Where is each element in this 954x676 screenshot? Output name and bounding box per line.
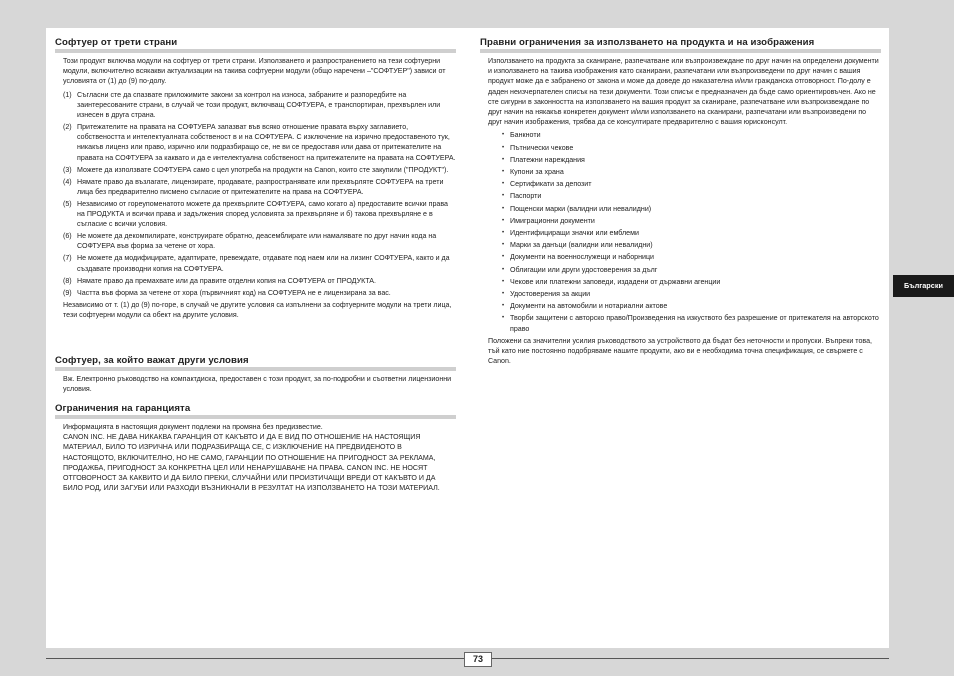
- restricted-documents-list: [488, 130, 881, 333]
- restricted-document-item: • Банкноти: [488, 130, 881, 140]
- condition-text: Не можете да модифицирате, адаптирате, превеждате, отдавате под наем или на лизинг СОФТУЕРА, както и да създавате производни копия на СОФТУЕРА.: [77, 254, 450, 273]
- section-text: Вж. Електронно ръководство на компактдиска, предоставен с този продукт, за по-подробни и съответни лицензионни условия.: [63, 375, 452, 394]
- condition-text: Частта във форма за четене от хора (първичният код) на СОФТУЕРА не е лицензирана за вас.: [77, 288, 391, 297]
- condition-number: (2): [63, 123, 72, 132]
- condition-item: [63, 253, 456, 273]
- page-number: 73: [464, 652, 492, 667]
- section-intro: Използването на продукта за сканиране, разпечатване или възпроизвеждане по друг начин на определени документи и използването на такива изображения като сканирани, разпечатани или възпроизведени по друг начин с вашия продукт може да е забранено от закона и може да доведе до наказателна и/или гражданска отговорност. По-долу е даден неизчерпателен списък на тези документи. Този списък е предназначен да бъде само ориентировъчен. Ако не сте сигурни в законността на използването на вашия продукт за сканиране, разпечатване или възпроизвеждане по друг начин на някакъв конкретен документ и/или използването на сканирани, разпечатани или възпроизведени по друг начин изображения, трябва да се консултирате предварително с вашия юрисконсулт.: [488, 57, 879, 127]
- section-title: Софтуер от трети страни: [55, 38, 456, 53]
- section-other-terms-software: [55, 356, 456, 394]
- restricted-document-item: • Купони за храна: [488, 167, 881, 177]
- section-outro: Положени са значителни усилия ръководството за устройството да бъдат без неточности и пропуски. Въпреки това, тъй като ние постоянно подобряваме нашите продукти, ако ви е необходима точна спецификация, се свържете с Canon.: [488, 336, 872, 366]
- warranty-notice: Информацията в настоящия документ подлежи на промяна без предизвестие.: [63, 423, 323, 431]
- section-third-party-software: [55, 38, 456, 320]
- restricted-document-item: • Пощенски марки (валидни или невалидни): [488, 204, 881, 214]
- condition-number: (1): [63, 90, 72, 99]
- restricted-document-item: • Сертификати за депозит: [488, 179, 881, 189]
- restricted-document-item: • Документи на автомобили и нотариални актове: [488, 301, 881, 311]
- condition-number: (8): [63, 276, 72, 285]
- warranty-disclaimer: CANON INC. НЕ ДАВА НИКАКВА ГАРАНЦИЯ ОТ КАКЪВТО И ДА Е ВИД ПО ОТНОШЕНИЕ НА НАСТОЯЩИЯ МАТЕРИАЛ, БИЛО ТО ИЗРИЧНА ИЛИ ПОДРАЗБИРАЩА СЕ, С ИЗКЛЮЧЕНИЕ НА ПРЕДВИДЕНОТО В НАСТОЯЩОТО, ВКЛЮЧИТЕЛНО, НО НЕ САМО, ГАРАНЦИИ ПО ОТНОШЕНИЕ НА ПРИГОДНОСТ ЗА РЕКЛАМА, ПРОДАЖБА, ПРИГОДНОСТ ЗА КОНКРЕТНА ЦЕЛ ИЛИ НЕНАРУШАВАНЕ НА ПРАВА. CANON INC. НЕ НОСЯТ ОТГОВОРНОСТ ЗА КАКВИТО И ДА БИЛО ПРЕКИ, СЛУЧАЙНИ ИЛИ ПРОИЗТИЧАЩИ ВРЕДИ ОТ КАКЪВТО И ДА БИЛО РОД, ИЛИ ЗАГУБИ ИЛИ РАЗХОДИ ВЪЗНИКНАЛИ В РЕЗУЛТАТ НА ИЗПОЛЗВАНЕТО НА ТОЗИ МАТЕРИАЛ.: [63, 433, 440, 493]
- section-title: Софтуер, за който важат други условия: [55, 356, 456, 371]
- condition-text: Не можете да декомпилирате, конструирате обратно, деасемблирате или намалявате по друг начин кода на СОФТУЕРА във форма за четене от хора.: [77, 232, 437, 251]
- language-tab: Български: [893, 275, 954, 297]
- restricted-document-item: • Имиграционни документи: [488, 216, 881, 226]
- condition-item: [63, 165, 456, 175]
- condition-item: [63, 199, 456, 230]
- restricted-document-item: • Творби защитени с авторско право/Произведения на изкуството без разрешение от притежателя на авторското право: [488, 313, 881, 333]
- conditions-list: [63, 90, 456, 298]
- condition-number: (6): [63, 232, 72, 241]
- condition-number: (7): [63, 254, 72, 263]
- restricted-document-item: • Паспорти: [488, 191, 881, 201]
- restricted-document-item: • Документи на военнослужещи и наборници: [488, 252, 881, 262]
- restricted-document-item: • Пътнически чекове: [488, 143, 881, 153]
- section-legal-restrictions: [480, 38, 881, 366]
- section-warranty-limitations: [55, 404, 456, 493]
- section-title: Правни ограничения за използването на продукта и на изображения: [480, 38, 881, 53]
- condition-number: (3): [63, 165, 72, 174]
- section-intro: Този продукт включва модули на софтуер от трети страни. Използването и разпространението на тези софтуерни модули, включително всякакви актуализации на такива софтуерни модули (общо наречени –"СОФТУЕР") зависи от условията от (1) до (9) по-долу.: [63, 57, 446, 86]
- condition-text: Притежателите на правата на СОФТУЕРА запазват във всяко отношение правата върху заглавието, собствеността и интелектуалната собственост в и на СОФТУЕРА. С изключение на изрично предоставеното тук, никакъв лиценз или право, изрично или подразбиращо се, не ви се предоставя или дава от притежателите на правата на СОФТУЕРА за каквато и да е интелектуална собственост на притежателите на правата на СОФТУЕРА.: [77, 123, 456, 162]
- restricted-document-item: • Идентифициращи значки или емблеми: [488, 228, 881, 238]
- restricted-document-item: • Удостоверения за акции: [488, 289, 881, 299]
- document-page: [46, 28, 889, 648]
- condition-item: [63, 231, 456, 251]
- condition-text: Независимо от гореупоменатото можете да прехвърлите СОФТУЕРА, само когато а) предоставите всички права на ПРОДУКТА и всички права и задължения според условията за прехвърляне и б) такова прехвърляне е в съгласие с всички условия.: [77, 199, 448, 229]
- restricted-document-item: • Чекове или платежни заповеди, издадени от държавни агенции: [488, 277, 881, 287]
- condition-text: Нямате право да възлагате, лицензирате, продавате, разпространявате или прехвърляте СОФТУЕРА на трети лица без предварително писмено съгласие от притежателите на права на СОФТУЕРА.: [77, 177, 444, 196]
- section-title: Ограничения на гаранцията: [55, 404, 456, 419]
- condition-item: [63, 90, 456, 121]
- condition-text: Нямате право да премахвате или да правите отделни копия на СОФТУЕРА от ПРОДУКТА.: [77, 276, 377, 285]
- restricted-document-item: • Платежни нареждания: [488, 155, 881, 165]
- condition-number: (4): [63, 177, 72, 186]
- condition-item: [63, 177, 456, 197]
- condition-item: [63, 288, 456, 298]
- condition-text: Можете да използвате СОФТУЕРА само с цел употреба на продукти на Canon, които сте закупили ("ПРОДУКТ").: [77, 165, 449, 174]
- restricted-document-item: • Марки за данъци (валидни или невалидни): [488, 240, 881, 250]
- condition-number: (5): [63, 199, 72, 208]
- condition-text: Съгласни сте да спазвате приложимите закони за контрол на износа, забраните и разпоредбите на заинтересованите страни, в случай че този продукт, включващ СОФТУЕРА, е транспортиран, прехвърлен или изнесен в друга страна.: [77, 90, 441, 120]
- restricted-document-item: • Облигации или други удостоверения за дълг: [488, 265, 881, 275]
- condition-item: [63, 276, 456, 286]
- condition-item: [63, 122, 456, 163]
- condition-number: (9): [63, 288, 72, 297]
- section-outro: Независимо от т. (1) до (9) по-горе, в случай че другите условия са изпълнени за софтуерните модули на трети лица, тези софтуерни модули са обект на другите условия.: [63, 300, 452, 320]
